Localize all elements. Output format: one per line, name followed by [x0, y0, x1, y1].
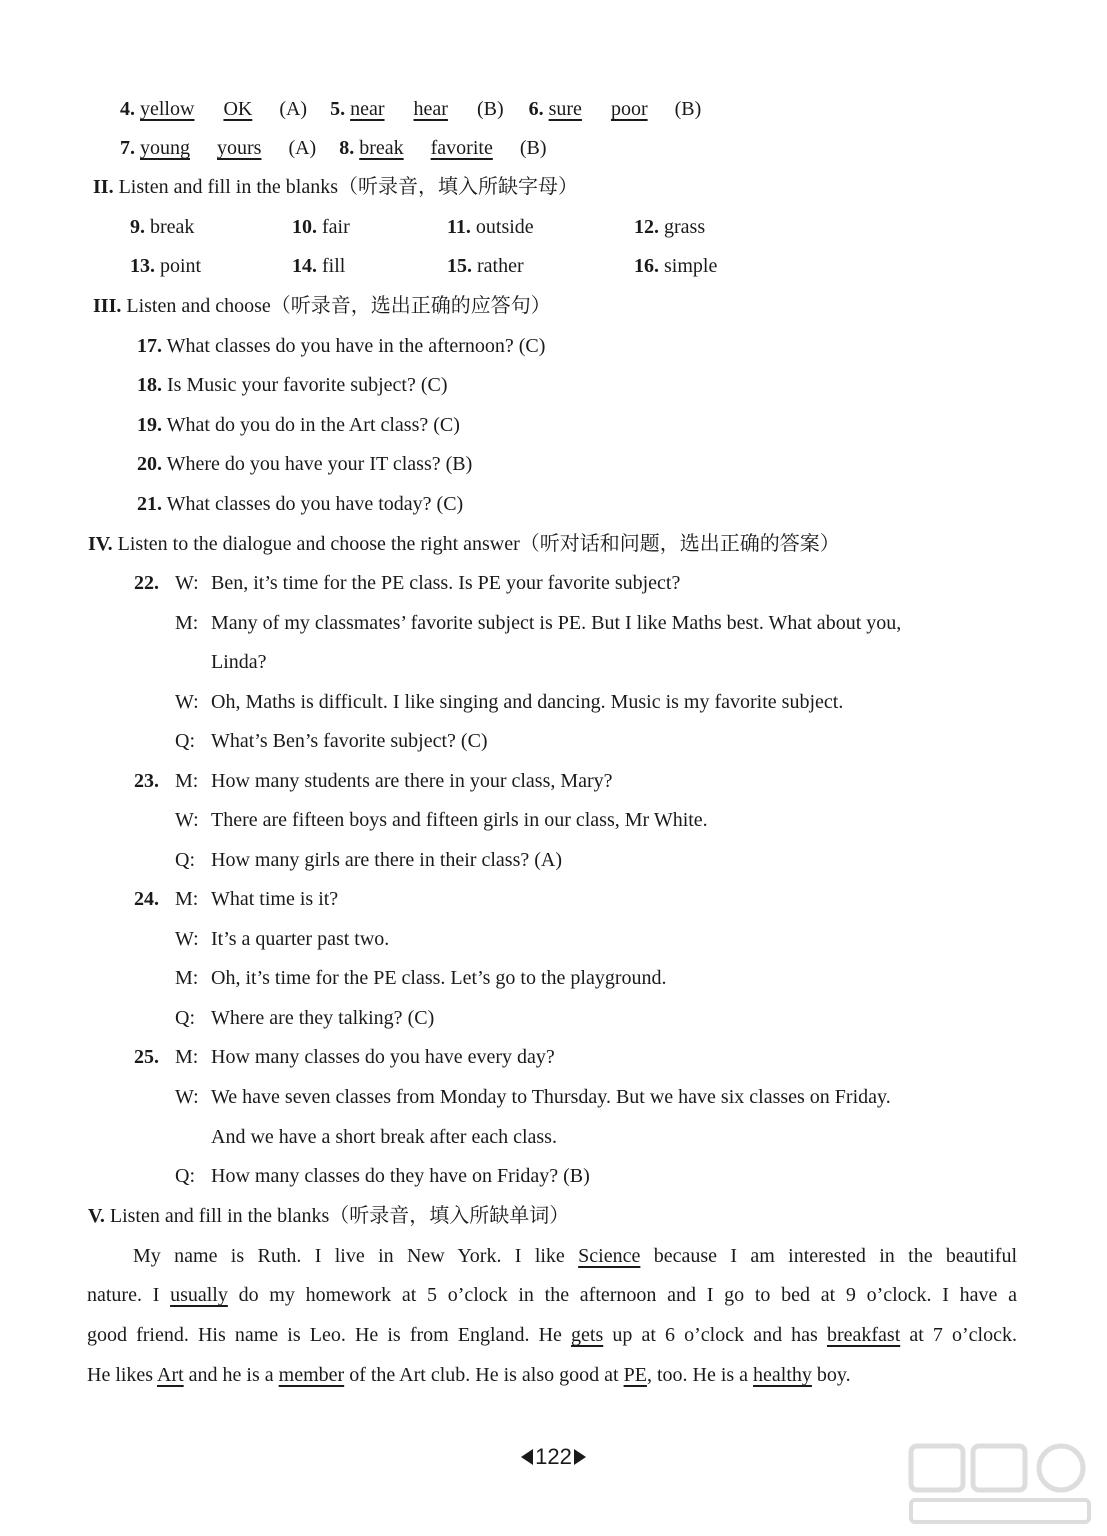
section-heading-4: [88, 530, 840, 558]
dialogue-line: Q: Where are they talking? (C): [175, 1007, 435, 1029]
answer: (B): [674, 98, 702, 120]
fill-item: 16. simple: [634, 255, 718, 277]
word: break: [359, 137, 404, 159]
right-triangle-icon: [574, 1449, 586, 1465]
word: OK: [223, 98, 253, 120]
answer: (A): [279, 98, 308, 120]
dialogue-line: Q: How many classes do they have on Friday? (B): [175, 1165, 590, 1187]
answer: (B): [476, 98, 504, 120]
section-label: V.: [88, 1205, 105, 1227]
watermark-logo-icon: [905, 1442, 1095, 1528]
fill-item: 15. rather: [447, 255, 524, 277]
dialogue-line: W: It’s a quarter past two.: [175, 928, 390, 950]
section-heading-3: [93, 292, 551, 320]
word: young: [140, 137, 190, 159]
filled-word: Art: [157, 1364, 184, 1386]
section-label: III.: [93, 295, 122, 317]
page-number-value: 122: [535, 1444, 572, 1469]
section-label: II.: [93, 176, 114, 198]
passage-line: good friend. His name is Leo. He is from England. He gets up at 6 o’clock and has breakfast at 7 o’clock.: [87, 1324, 1017, 1346]
dialogue-number: 25.: [134, 1046, 159, 1068]
dialogue-line: M: What time is it?: [175, 888, 339, 910]
choose-item: 19. What do you do in the Art class? (C): [137, 414, 460, 436]
answer: (B): [519, 137, 547, 159]
section-title: Listen to the dialogue and choose the right answer（听对话和问题，选出正确的答案）: [117, 533, 840, 555]
filled-word: member: [278, 1364, 345, 1386]
answer: (A): [288, 137, 317, 159]
word: yellow: [140, 98, 195, 120]
word: sure: [548, 98, 582, 120]
choose-item: 20. Where do you have your IT class? (B): [137, 453, 473, 475]
word: near: [350, 98, 385, 120]
filled-word: breakfast: [826, 1324, 901, 1346]
dialogue-line: Q: What’s Ben’s favorite subject? (C): [175, 730, 488, 752]
section-title: Listen and fill in the blanks（听录音，填入所缺单词）: [109, 1205, 570, 1227]
dialogue-number: 22.: [134, 572, 159, 594]
section-heading-5: [88, 1202, 569, 1230]
word: yours: [217, 137, 262, 159]
dialogue-line: M: Oh, it’s time for the PE class. Let’s go to the playground.: [175, 967, 667, 989]
item-number: 7.: [120, 137, 135, 159]
filled-word: healthy: [753, 1364, 812, 1386]
dialogue-number: 23.: [134, 770, 159, 792]
fill-item: 10. fair: [292, 216, 350, 238]
section-title: Listen and choose（听录音，选出正确的应答句）: [126, 295, 551, 317]
fill-item: 14. fill: [292, 255, 346, 277]
filled-word: gets: [571, 1324, 604, 1346]
filled-word: usually: [170, 1284, 228, 1306]
word: favorite: [430, 137, 493, 159]
passage-line: My name is Ruth. I live in New York. I like Science because I am interested in the beautiful: [133, 1245, 1018, 1267]
item-number: 6.: [528, 98, 544, 120]
item-number: 4.: [120, 98, 135, 120]
dialogue-line: W: There are fifteen boys and fifteen girls in our class, Mr White.: [175, 809, 708, 831]
dialogue-line: W: We have seven classes from Monday to Thursday. But we have six classes on Friday.: [175, 1086, 891, 1108]
answer-row-7-8: [120, 134, 547, 162]
section-heading-2: [93, 173, 578, 201]
dialogue-number: 24.: [134, 888, 159, 910]
dialogue-line: Linda?: [211, 651, 267, 673]
fill-item: 9. break: [130, 216, 195, 238]
dialogue-line: M: How many classes do you have every day?: [175, 1046, 555, 1068]
word: poor: [610, 98, 648, 120]
section-label: IV.: [88, 533, 113, 555]
dialogue-line: W: Oh, Maths is difficult. I like singing and dancing. Music is my favorite subject.: [175, 691, 844, 713]
passage-line: nature. I usually do my homework at 5 o’clock in the afternoon and I go to bed at 9 o’clock. I have a: [87, 1284, 1017, 1306]
fill-item: 12. grass: [634, 216, 706, 238]
filled-word: Science: [578, 1245, 641, 1267]
choose-item: 21. What classes do you have today? (C): [137, 493, 464, 515]
word: hear: [413, 98, 448, 120]
dialogue-line: W: Ben, it’s time for the PE class. Is PE your favorite subject?: [175, 572, 681, 594]
item-number: 5.: [330, 98, 346, 120]
filled-word: PE: [623, 1364, 647, 1386]
dialogue-line: Q: How many girls are there in their class? (A): [175, 849, 562, 871]
dialogue-line: And we have a short break after each class.: [211, 1126, 557, 1148]
choose-item: 18. Is Music your favorite subject? (C): [137, 374, 448, 396]
answer-row-4-6: [120, 95, 701, 123]
left-triangle-icon: [521, 1449, 533, 1465]
choose-item: 17. What classes do you have in the afternoon? (C): [137, 335, 546, 357]
passage-line: He likes Art and he is a member of the Art club. He is also good at PE, too. He is a healthy boy.: [87, 1364, 851, 1386]
fill-item: 13. point: [130, 255, 202, 277]
dialogue-line: M: How many students are there in your class, Mary?: [175, 770, 613, 792]
section-title: Listen and fill in the blanks（听录音，填入所缺字母）: [118, 176, 578, 198]
dialogue-line: M: Many of my classmates’ favorite subject is PE. But I like Maths best. What about you,: [175, 612, 902, 634]
fill-item: 11. outside: [447, 216, 534, 238]
item-number: 8.: [339, 137, 355, 159]
